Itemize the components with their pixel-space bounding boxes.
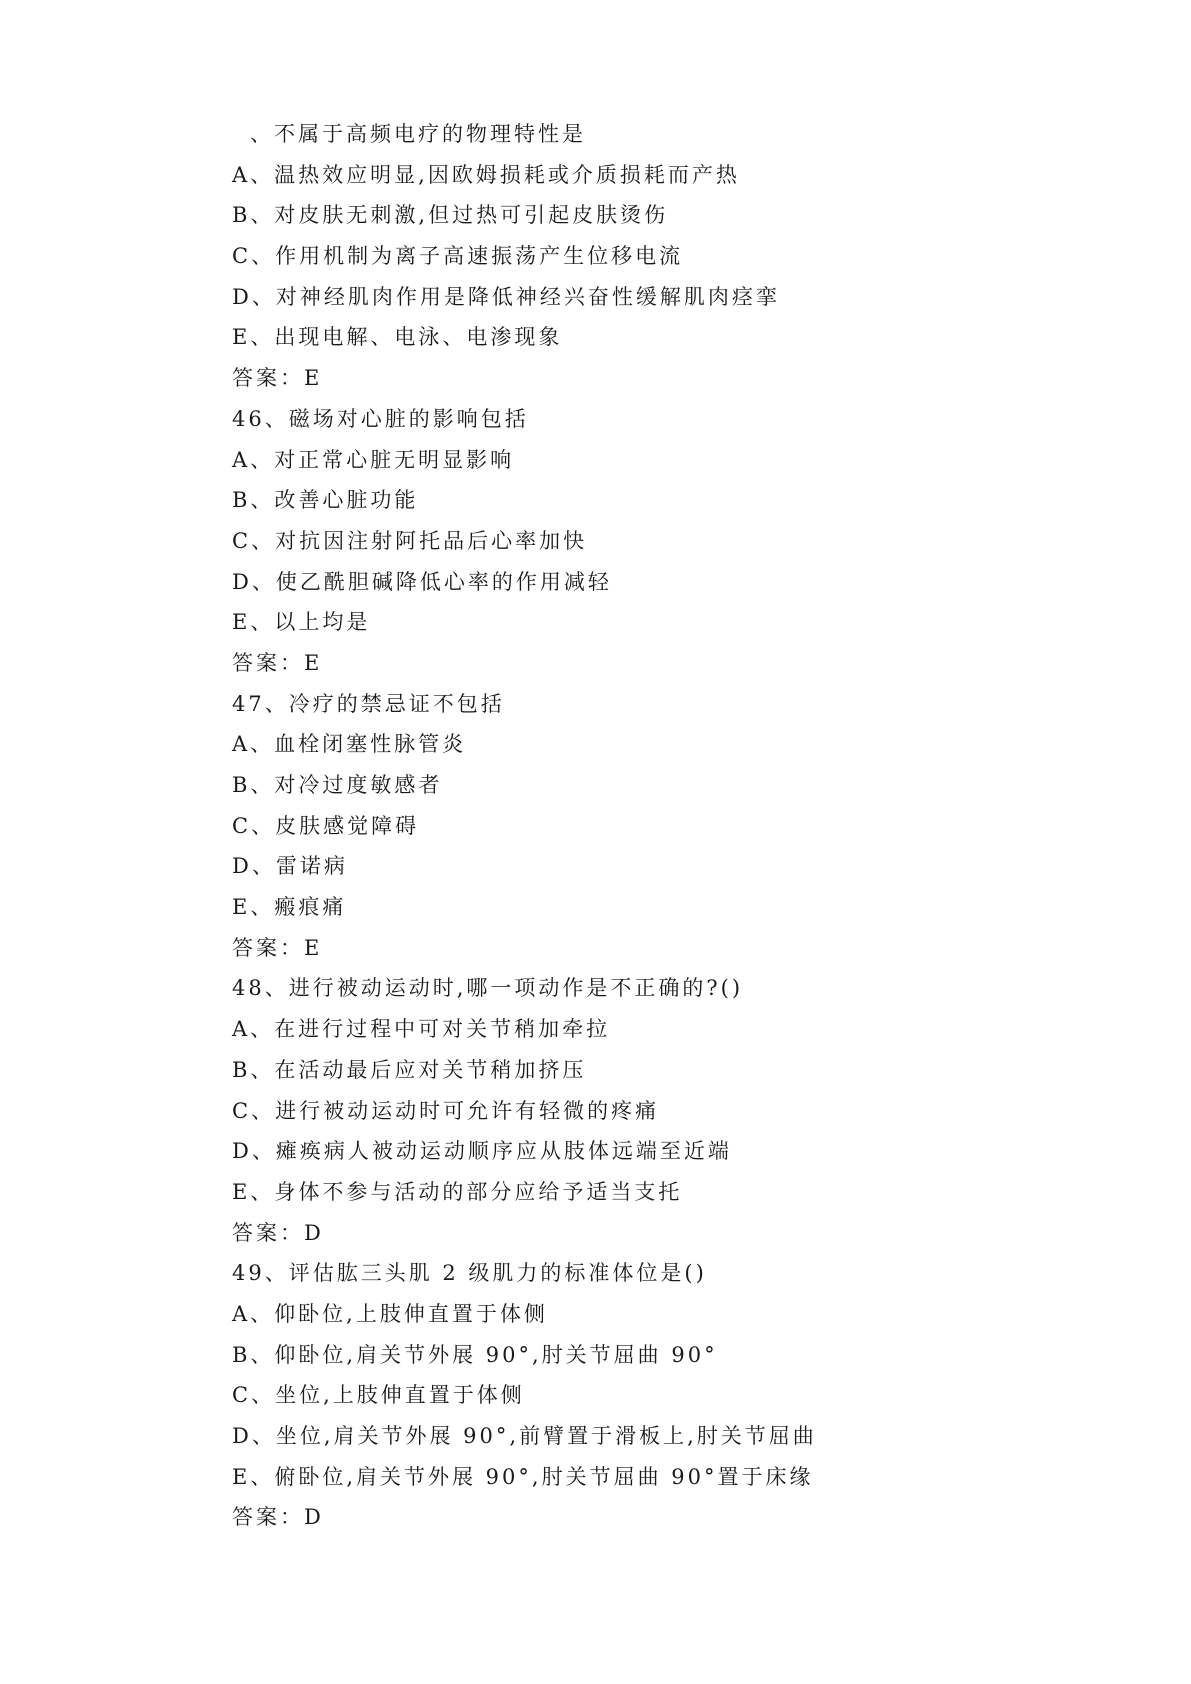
question-stem: 47、冷疗的禁忌证不包括 [232, 691, 505, 716]
option-e: E、以上均是 [232, 610, 371, 635]
answer-line: 答案：D [232, 1505, 324, 1530]
option-b: B、在活动最后应对关节稍加挤压 [232, 1057, 587, 1082]
question-stem: 49、评估肱三头肌 2 级肌力的标准体位是() [232, 1261, 707, 1286]
option-d: D、使乙酰胆碱降低心率的作用减轻 [232, 569, 612, 594]
question-stem: 、不属于高频电疗的物理特性是 [250, 122, 586, 146]
question-stem: 48、进行被动运动时,哪一项动作是不正确的?() [232, 976, 744, 1001]
question-list [232, 114, 1112, 1538]
option-c: C、皮肤感觉障碍 [232, 813, 420, 838]
option-a: A、温热效应明显,因欧姆损耗或介质损耗而产热 [232, 162, 740, 187]
option-e: E、俯卧位,肩关节外展 90°,肘关节屈曲 90°置于床缘 [232, 1464, 814, 1489]
option-b: B、对冷过度敏感者 [232, 773, 443, 797]
question-block [232, 114, 1112, 399]
option-c: C、作用机制为离子高速振荡产生位移电流 [232, 244, 684, 269]
question-block [232, 399, 1112, 684]
option-e: E、出现电解、电泳、电渗现象 [232, 325, 563, 350]
option-d: D、雷诺病 [232, 854, 348, 879]
option-d: D、坐位,肩关节外展 90°,前臂置于滑板上,肘关节屈曲 [232, 1424, 817, 1448]
answer-line: 答案：E [232, 366, 323, 391]
option-a: A、血栓闭塞性脉管炎 [232, 732, 467, 757]
option-b: B、改善心脏功能 [232, 488, 419, 513]
question-block [232, 1253, 1112, 1538]
option-b: B、对皮肤无刺激,但过热可引起皮肤烫伤 [232, 203, 669, 228]
question-block [232, 968, 1112, 1253]
option-c: C、对抗因注射阿托品后心率加快 [232, 528, 588, 553]
question-stem: 46、磁场对心脏的影响包括 [232, 406, 529, 431]
question-block [232, 684, 1112, 969]
option-c: C、进行被动运动时可允许有轻微的疼痛 [232, 1098, 660, 1123]
option-e: E、瘢痕痛 [232, 895, 347, 920]
option-a: A、仰卧位,上肢伸直置于体侧 [232, 1301, 548, 1326]
option-d: D、瘫痪病人被动运动顺序应从肢体远端至近端 [232, 1139, 732, 1164]
answer-line: 答案：E [232, 935, 323, 960]
option-b: B、仰卧位,肩关节外展 90°,肘关节屈曲 90° [232, 1342, 718, 1367]
option-e: E、身体不参与活动的部分应给予适当支托 [232, 1179, 683, 1204]
option-c: C、坐位,上肢伸直置于体侧 [232, 1383, 525, 1408]
option-d: D、对神经肌肉作用是降低神经兴奋性缓解肌肉痉挛 [232, 284, 780, 309]
answer-line: 答案：D [232, 1220, 324, 1245]
option-a: A、对正常心脏无明显影响 [232, 447, 515, 472]
option-a: A、在进行过程中可对关节稍加牵拉 [232, 1017, 611, 1042]
answer-line: 答案：E [232, 650, 323, 675]
